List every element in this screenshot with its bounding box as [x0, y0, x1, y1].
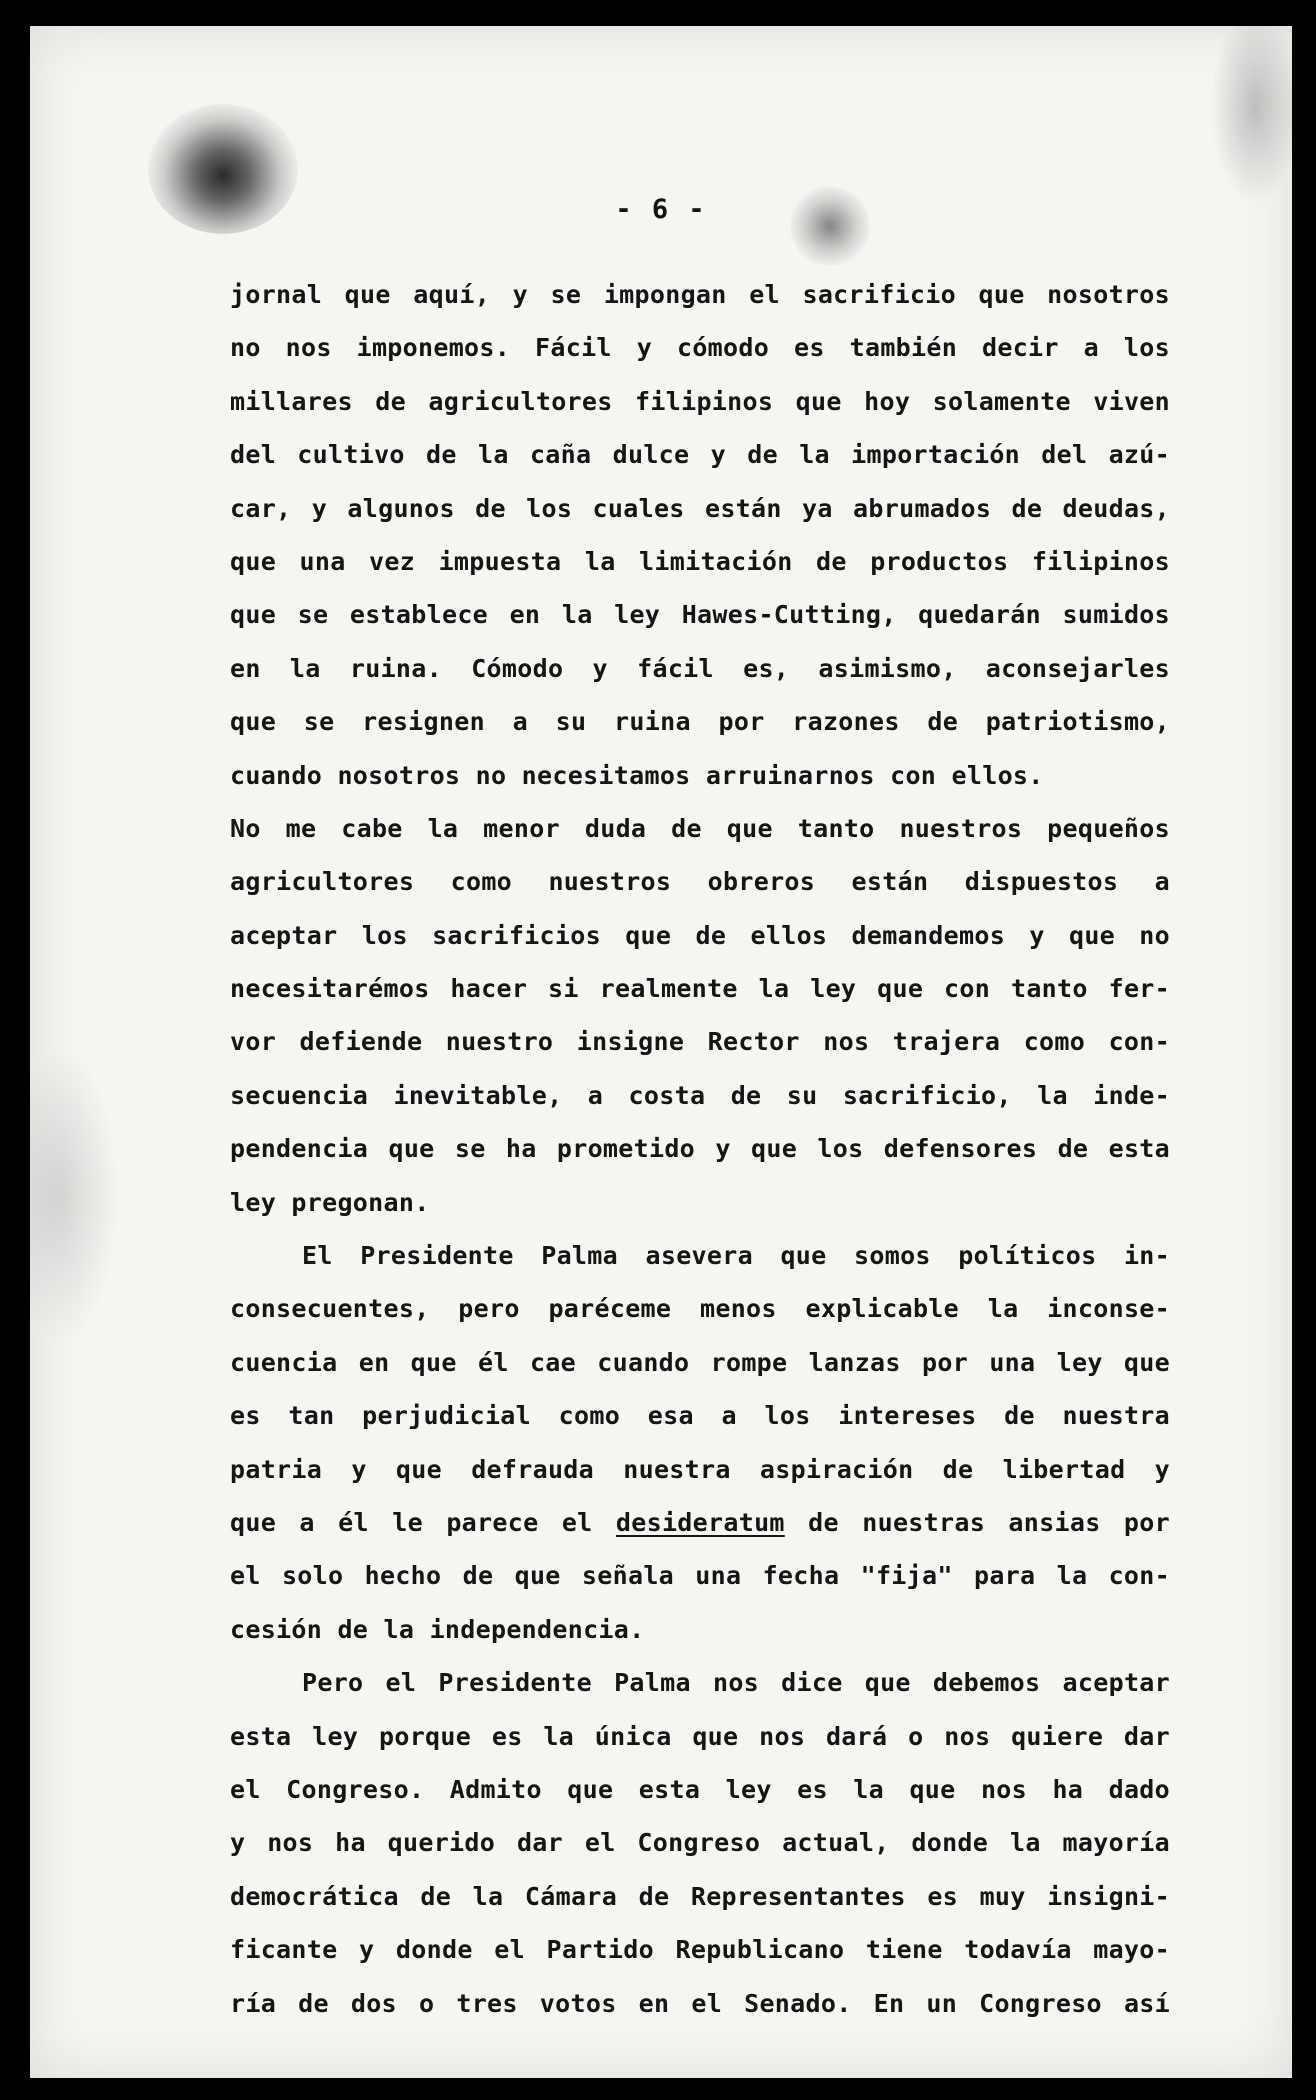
- text-line: esta ley porque es la única que nos dará o nos quiere dar: [230, 1721, 1170, 1751]
- text-line: agricultores como nuestros obreros están dispuestos a: [230, 867, 1170, 897]
- text-line: cuando nosotros no necesitamos arruinarnos con ellos.: [230, 760, 1044, 790]
- text-line: del cultivo de la caña dulce y de la importación del azú-: [230, 440, 1170, 470]
- text-line: que a él le parece el desideratum de nuestras ansias por: [230, 1507, 1170, 1537]
- text-line: ría de dos o tres votos en el Senado. En un Congreso así: [230, 1988, 1170, 2018]
- text-line: pendencia que se ha prometido y que los defensores de esta: [230, 1134, 1170, 1164]
- text-line: millares de agricultores filipinos que hoy solamente viven: [230, 386, 1170, 416]
- paper-stain: [30, 1046, 120, 1346]
- body-text: [230, 268, 1170, 2030]
- text-line: necesitarémos hacer si realmente la ley que con tanto fer-: [230, 974, 1170, 1004]
- text-line: en la ruina. Cómodo y fácil es, asimismo, aconsejarles: [230, 653, 1170, 683]
- text-line: ficante y donde el Partido Republicano tiene todavía mayo-: [230, 1935, 1170, 1965]
- text-line: vor defiende nuestro insigne Rector nos trajera como con-: [230, 1027, 1170, 1057]
- text-line: democrática de la Cámara de Representantes es muy insigni-: [230, 1881, 1170, 1911]
- text-line: patria y que defrauda nuestra aspiración de libertad y: [230, 1454, 1170, 1484]
- document-page: [30, 26, 1292, 2078]
- text-line: car, y algunos de los cuales están ya abrumados de deudas,: [230, 493, 1170, 523]
- text-line: No me cabe la menor duda de que tanto nuestros pequeños: [230, 813, 1170, 843]
- text-line: y nos ha querido dar el Congreso actual, donde la mayoría: [230, 1828, 1170, 1858]
- text-line: que se establece en la ley Hawes-Cutting, quedarán sumidos: [230, 600, 1170, 630]
- text-line: el Congreso. Admito que esta ley es la que nos ha dado: [230, 1774, 1170, 1804]
- text-line: que se resignen a su ruina por razones de patriotismo,: [230, 707, 1170, 737]
- text-line: el solo hecho de que señala una fecha "fija" para la con-: [230, 1561, 1170, 1591]
- text-line: cesión de la independencia.: [230, 1614, 645, 1644]
- paper-stain: [1210, 26, 1292, 206]
- text-line: aceptar los sacrificios que de ellos demandemos y que no: [230, 920, 1170, 950]
- text-line: ley pregonan.: [230, 1187, 430, 1217]
- text-line: consecuentes, pero paréceme menos explicable la inconse-: [230, 1294, 1170, 1324]
- text-line: es tan perjudicial como esa a los intereses de nuestra: [230, 1401, 1170, 1431]
- text-line: Pero el Presidente Palma nos dice que debemos aceptar: [302, 1668, 1170, 1698]
- page-number: - 6 -: [615, 194, 707, 225]
- text-line: cuencia en que él cae cuando rompe lanzas por una ley que: [230, 1347, 1170, 1377]
- underlined-word: desideratum: [615, 1507, 785, 1537]
- text-line: jornal que aquí, y se impongan el sacrificio que nosotros: [230, 280, 1170, 309]
- text-line: no nos imponemos. Fácil y cómodo es también decir a los: [230, 333, 1170, 363]
- text-line: que una vez impuesta la limitación de productos filipinos: [230, 546, 1170, 576]
- text-line: secuencia inevitable, a costa de su sacrificio, la inde-: [230, 1080, 1170, 1110]
- text-line: El Presidente Palma asevera que somos políticos in-: [302, 1241, 1170, 1271]
